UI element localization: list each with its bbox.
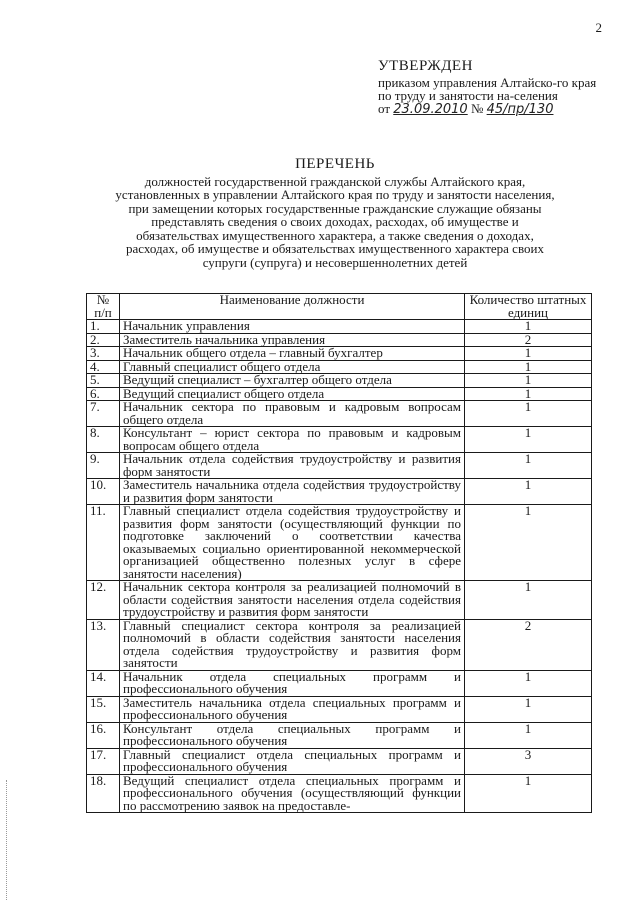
- margin-mark: [6, 780, 10, 900]
- row-number: 18.: [87, 774, 120, 813]
- table-body: [87, 320, 592, 813]
- row-quantity: 3: [465, 748, 592, 774]
- document-title-text: должностей государственной гражданской службы Алтайского края, установленных в управлении Алтайского края по труду и занятости населения, при замещении которых государственные гражданские служащие обязаны представлять сведения о своих доходах, расходах, об имуществе и обязательствах имущественного характера, а также сведения о доходах, расходах, об имуществе и обязательствах имущественного характера своих супруги (супруга) и несовершеннолетних детей: [115, 173, 555, 270]
- row-number: 17.: [87, 748, 120, 774]
- row-number: 5.: [87, 374, 120, 388]
- table-row: [87, 320, 592, 334]
- row-position-name: Начальник общего отдела – главный бухгалтер: [120, 347, 465, 361]
- approval-heading: УТВЕРЖДЕН: [378, 58, 473, 74]
- row-number: 7.: [87, 401, 120, 427]
- from-label: от: [378, 101, 391, 116]
- approval-order-line: [378, 102, 606, 116]
- row-quantity: 1: [465, 581, 592, 620]
- row-number: 13.: [87, 619, 120, 670]
- row-position-name: Заместитель начальника управления: [120, 333, 465, 347]
- table-row: [87, 619, 592, 670]
- row-position-name: Начальник управления: [120, 320, 465, 334]
- row-quantity: 1: [465, 774, 592, 813]
- number-label: №: [470, 101, 484, 116]
- row-number: 6.: [87, 387, 120, 401]
- row-number: 2.: [87, 333, 120, 347]
- row-position-name: Главный специалист отдела содействия трудоустройству и развития форм занятости (осуществляющий функции по подготовке заключений о соответствии качества оказываемых социально ориентированной некоммерческой организацией общественно полезных услуг в сфере занятости населения): [120, 505, 465, 581]
- approval-number: 45/пр/130: [486, 102, 554, 117]
- row-quantity: 1: [465, 427, 592, 453]
- table-row: [87, 505, 592, 581]
- row-position-name: Консультант – юрист сектора по правовым и кадровым вопросам общего отдела: [120, 427, 465, 453]
- row-number: 1.: [87, 320, 120, 334]
- row-quantity: 2: [465, 619, 592, 670]
- row-quantity: 1: [465, 696, 592, 722]
- positions-table: [86, 293, 592, 813]
- row-number: 3.: [87, 347, 120, 361]
- table-row: [87, 581, 592, 620]
- approval-date: 23.09.2010: [393, 102, 468, 117]
- row-number: 12.: [87, 581, 120, 620]
- table-row: [87, 374, 592, 388]
- row-number: 9.: [87, 453, 120, 479]
- table-row: [87, 696, 592, 722]
- approval-block: [378, 60, 606, 116]
- document-title-block: [110, 158, 560, 269]
- row-number: 14.: [87, 670, 120, 696]
- row-position-name: Начальник сектора по правовым и кадровым вопросам общего отдела: [120, 401, 465, 427]
- row-position-name: Консультант отдела специальных программ и профессионального обучения: [120, 722, 465, 748]
- row-position-name: Начальник отдела специальных программ и профессионального обучения: [120, 670, 465, 696]
- row-number: 16.: [87, 722, 120, 748]
- row-number: 11.: [87, 505, 120, 581]
- table-row: [87, 453, 592, 479]
- row-number: 10.: [87, 479, 120, 505]
- row-quantity: 1: [465, 505, 592, 581]
- table-row: [87, 774, 592, 813]
- header-no: № п/п: [87, 294, 120, 320]
- document-heading: ПЕРЕЧЕНЬ: [295, 156, 375, 172]
- row-position-name: Начальник сектора контроля за реализацией полномочий в области содействия занятости населения отдела содействия трудоустройству и развития форм занятости: [120, 581, 465, 620]
- header-qty: Количество штатных единиц: [465, 294, 592, 320]
- row-quantity: 1: [465, 670, 592, 696]
- table-row: [87, 347, 592, 361]
- row-number: 8.: [87, 427, 120, 453]
- row-position-name: Главный специалист общего отдела: [120, 360, 465, 374]
- table-row: [87, 479, 592, 505]
- approval-text: приказом управления Алтайско-го края по труду и занятости на-селения: [378, 75, 597, 103]
- row-quantity: 1: [465, 374, 592, 388]
- row-position-name: Заместитель начальника отдела специальных программ и профессионального обучения: [120, 696, 465, 722]
- table-row: [87, 722, 592, 748]
- row-position-name: Ведущий специалист отдела специальных программ и профессионального обучения (осуществляющий функции по рассмотрению заявок на предоставле-: [120, 774, 465, 813]
- row-quantity: 1: [465, 347, 592, 361]
- row-quantity: 1: [465, 360, 592, 374]
- row-position-name: Начальник отдела содействия трудоустройству и развития форм занятости: [120, 453, 465, 479]
- row-position-name: Ведущий специалист – бухгалтер общего отдела: [120, 374, 465, 388]
- row-quantity: 1: [465, 320, 592, 334]
- row-position-name: Ведущий специалист общего отдела: [120, 387, 465, 401]
- row-quantity: 1: [465, 401, 592, 427]
- row-number: 4.: [87, 360, 120, 374]
- row-quantity: 2: [465, 333, 592, 347]
- header-name: Наименование должности: [120, 294, 465, 320]
- row-quantity: 1: [465, 387, 592, 401]
- row-quantity: 1: [465, 453, 592, 479]
- table-row: [87, 748, 592, 774]
- table-row: [87, 427, 592, 453]
- table-row: [87, 670, 592, 696]
- row-position-name: Главный специалист отдела специальных программ и профессионального обучения: [120, 748, 465, 774]
- row-quantity: 1: [465, 479, 592, 505]
- page-number: 2: [595, 20, 602, 35]
- row-position-name: Главный специалист сектора контроля за реализацией полномочий в области содействия занятости населения отдела содействия трудоустройству и развития форм занятости: [120, 619, 465, 670]
- table-header-row: [87, 294, 592, 320]
- table-row: [87, 401, 592, 427]
- row-position-name: Заместитель начальника отдела содействия трудоустройству и развития форм занятости: [120, 479, 465, 505]
- row-quantity: 1: [465, 722, 592, 748]
- row-number: 15.: [87, 696, 120, 722]
